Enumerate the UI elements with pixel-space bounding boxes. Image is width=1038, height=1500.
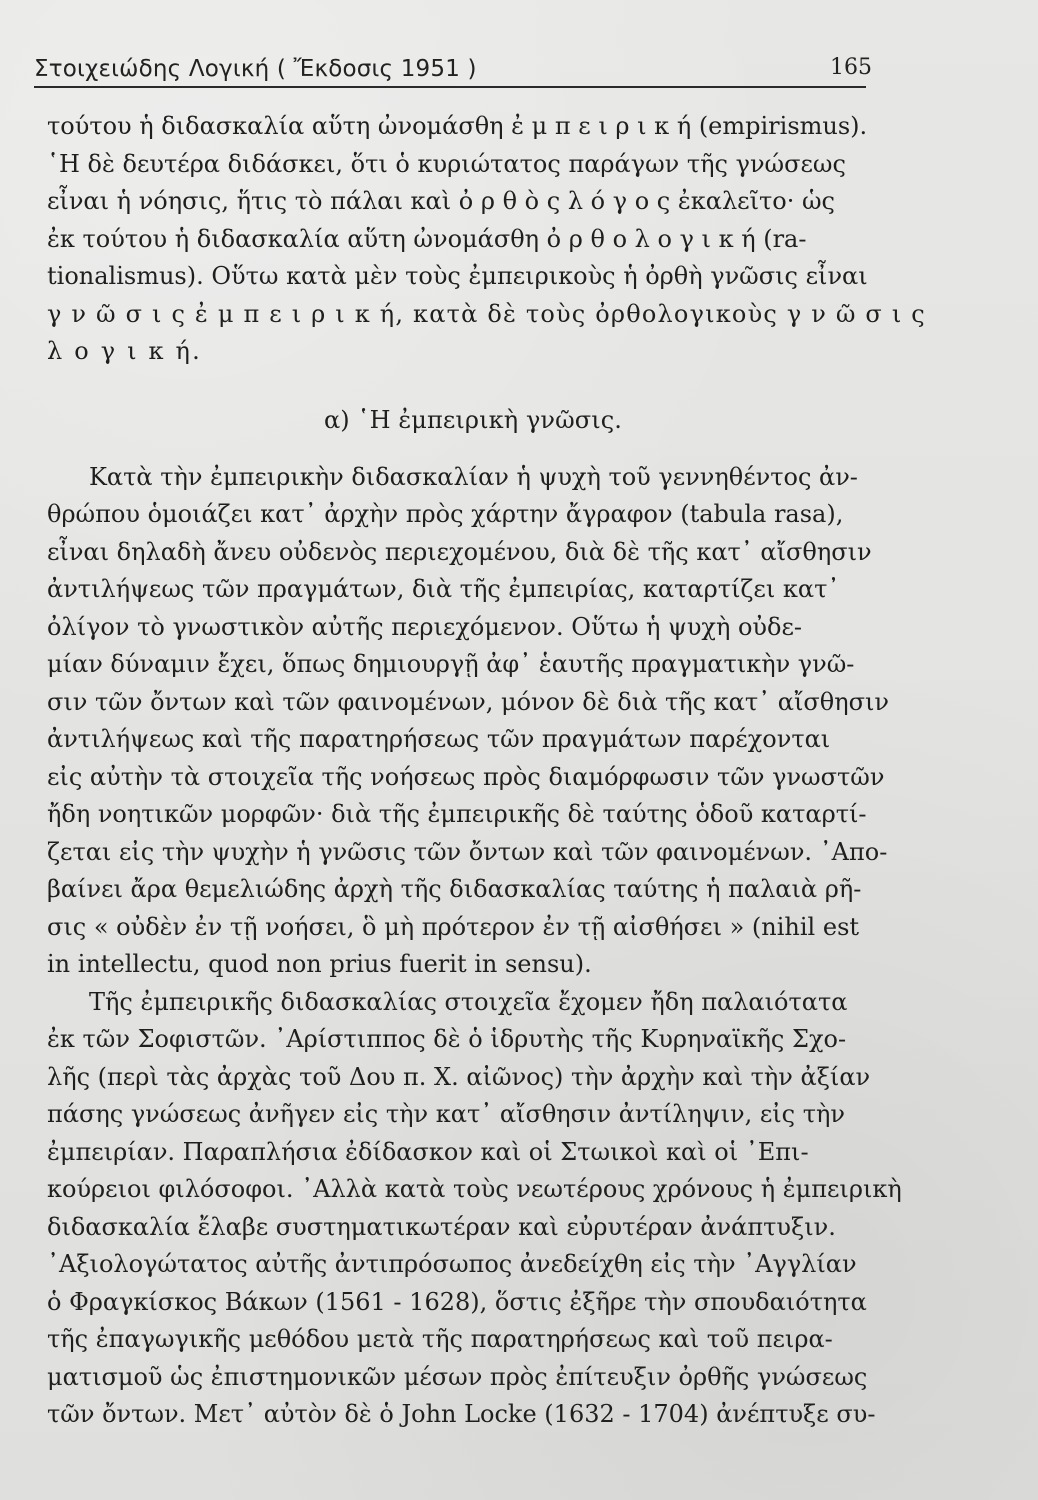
paragraph-line: θρώπου ὁμοιάζει κατ᾿ ἀρχὴν πρὸς χάρτην ἄγραφον (tabula rasa), bbox=[47, 500, 844, 528]
paragraph-line: εἰς αὐτὴν τὰ στοιχεῖα τῆς νοήσεως πρὸς διαμόρφωσιν τῶν γνωστῶν bbox=[47, 762, 885, 791]
paragraph-line: σις « οὐδὲν ἐν τῇ νοήσει, ὃ μὴ πρότερον ἐν τῇ αἰσθήσει » (nihil est bbox=[47, 912, 860, 941]
paragraph-line: ματισμοῦ ὡς ἐπιστημονικῶν μέσων πρὸς ἐπίτευξιν ὀρθῆς γνώσεως bbox=[47, 1362, 868, 1391]
paragraph-line: βαίνει ἄρα θεμελιώδης ἀρχὴ τῆς διδασκαλίας ταύτης ἡ παλαιὰ ρῆ- bbox=[47, 875, 862, 903]
paragraph-line: ὁ Φραγκίσκος Βάκων (1561 - 1628), ὅστις ἐξῆρε τὴν σπουδαιότητα bbox=[47, 1287, 867, 1316]
paragraph-line: Τῆς ἐμπειρικῆς διδασκαλίας στοιχεῖα ἔχομεν ἤδη παλαιότατα bbox=[89, 987, 848, 1016]
paragraph-line: λῆς (περὶ τὰς ἀρχὰς τοῦ Δου π. Χ. αἰῶνος) τὴν ἀρχὴν καὶ τὴν ἀξίαν bbox=[47, 1062, 871, 1091]
page-number: 165 bbox=[830, 55, 872, 80]
page-text bbox=[47, 108, 926, 1434]
text-line: γ ν ῶ σ ι ς ἐ μ π ε ι ρ ι κ ή, κατὰ δὲ τοὺς ὀρθολογικοὺς γ ν ῶ σ ι ς bbox=[47, 299, 926, 328]
paragraph-line: τῶν ὄντων. Μετ᾿ αὐτὸν δὲ ὁ John Locke (1632 - 1704) ἀνέπτυξε συ- bbox=[47, 1400, 876, 1428]
paragraph-gap bbox=[47, 371, 899, 389]
paragraph-line: ἐκ τῶν Σοφιστῶν. ᾿Αρίστιππος δὲ ὁ ἱδρυτὴς τῆς Κυρηναϊκῆς Σχο- bbox=[47, 1025, 847, 1053]
paragraph-line: τῆς ἐπαγωγικῆς μεθόδου μετὰ τῆς παρατηρήσεως καὶ τοῦ πειρα- bbox=[47, 1325, 833, 1353]
text-line: tionalismus). Οὕτω κατὰ μὲν τοὺς ἐμπειρικοὺς ἡ ὀρθὴ γνῶσις εἶναι bbox=[47, 262, 868, 290]
paragraph-line: Κατὰ τὴν ἐμπειρικὴν διδασκαλίαν ἡ ψυχὴ τοῦ γεννηθέντος ἀν- bbox=[89, 462, 858, 491]
paragraph-line: ἀντιλήψεως τῶν πραγμάτων, διὰ τῆς ἐμπειρίας, καταρτίζει κατ᾿ bbox=[47, 575, 840, 603]
text-line: λ ο γ ι κ ή. bbox=[47, 337, 202, 365]
paragraph-line: πάσης γνώσεως ἀνῆγεν εἰς τὴν κατ᾿ αἴσθησιν ἀντίληψιν, εἰς τὴν bbox=[47, 1100, 845, 1128]
paragraph-line: μίαν δύναμιν ἔχει, ὅπως δημιουργῇ ἀφ᾿ ἑαυτῆς πραγματικὴν γνῶ- bbox=[47, 650, 855, 678]
paragraph-line: ἀντιλήψεως καὶ τῆς παρατηρήσεως τῶν πραγμάτων παρέχονται bbox=[47, 725, 831, 753]
paragraph-line: ἤδη νοητικῶν μορφῶν· διὰ τῆς ἐμπειρικῆς δὲ ταύτης ὁδοῦ καταρτί- bbox=[47, 800, 867, 828]
text-line: ἐκ τούτου ἡ διδασκαλία αὕτη ὠνομάσθη ὀ ρ θ ο λ ο γ ι κ ή (ra- bbox=[47, 224, 807, 253]
paragraph-line: in intellectu, quod non prius fuerit in sensu). bbox=[47, 950, 592, 978]
header-title: Στοιχειώδης Λογική ( Ἔκδοσις 1951 ) bbox=[34, 56, 477, 82]
text-line: εἶναι ἡ νόησις, ἥτις τὸ πάλαι καὶ ὀ ρ θ ὸ ς λ ό γ ο ς ἐκαλεῖτο· ὡς bbox=[47, 187, 835, 215]
paragraph-line: σιν τῶν ὄντων καὶ τῶν φαινομένων, μόνον δὲ διὰ τῆς κατ᾿ αἴσθησιν bbox=[47, 687, 890, 716]
text-line: ῾Η δὲ δευτέρα διδάσκει, ὅτι ὁ κυριώτατος παράγων τῆς γνώσεως bbox=[47, 149, 846, 178]
paragraph-line: ζεται εἰς τὴν ψυχὴν ἡ γνῶσις τῶν ὄντων καὶ τῶν φαινομένων. ᾿Απο- bbox=[47, 837, 888, 866]
text-line: τούτου ἡ διδασκαλία αὕτη ὠνομάσθη ἐ μ π ε ι ρ ι κ ή (empirismus). bbox=[47, 112, 868, 140]
paragraph-line: εἶναι δηλαδὴ ἄνευ οὐδενὸς περιεχομένου, διὰ δὲ τῆς κατ᾿ αἴσθησιν bbox=[47, 537, 872, 566]
paragraph-line: κούρειοι φιλόσοφοι. ᾿Αλλὰ κατὰ τοὺς νεωτέρους χρόνους ἡ ἐμπειρικὴ bbox=[47, 1175, 902, 1203]
paragraph-line: ὀλίγον τὸ γνωστικὸν αὐτῆς περιεχόμενον. Οὕτω ἡ ψυχὴ οὐδε- bbox=[47, 612, 803, 641]
paragraph-line: ᾿Αξιολογώτατος αὐτῆς ἀντιπρόσωπος ἀνεδείχθη εἰς τὴν ᾿Αγγλίαν bbox=[47, 1250, 857, 1278]
section-title: α) ῾Η ἐμπειρικὴ γνῶσις. bbox=[323, 405, 623, 434]
running-header bbox=[34, 46, 872, 88]
paragraph-line: ἐμπειρίαν. Παραπλήσια ἐδίδασκον καὶ οἱ Στωικοὶ καὶ οἱ ᾿Επι- bbox=[47, 1137, 809, 1166]
paragraph-line: διδασκαλία ἔλαβε συστηματικωτέραν καὶ εὐρυτέραν ἀνάπτυξιν. bbox=[47, 1212, 836, 1241]
